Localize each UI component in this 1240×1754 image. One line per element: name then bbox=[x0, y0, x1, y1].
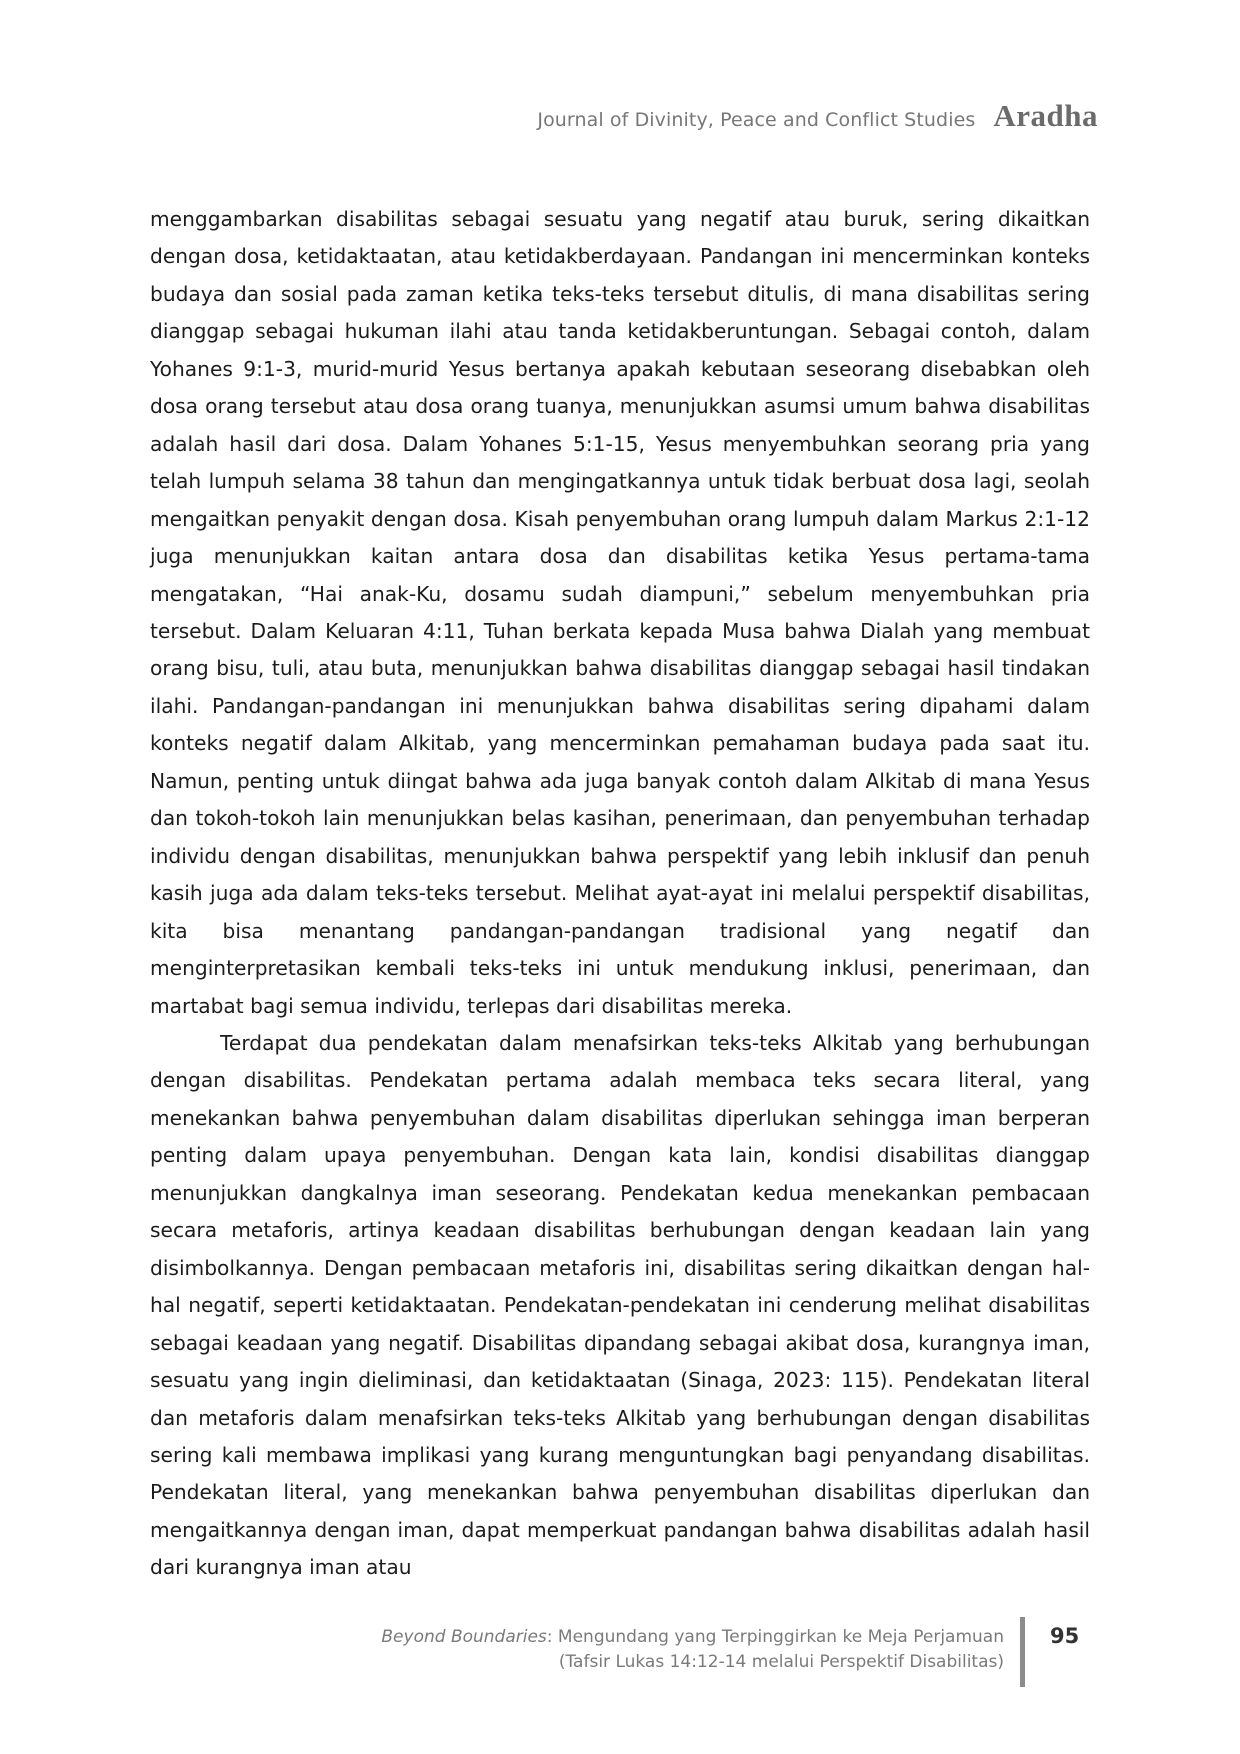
journal-name: Journal of Divinity, Peace and Conflict Studies bbox=[537, 109, 976, 131]
article-body bbox=[150, 201, 1090, 1587]
body-paragraph-1: menggambarkan disabilitas sebagai sesuatu yang negatif atau buruk, sering dikaitkan dengan dosa, ketidaktaatan, atau ketidakberdayaan. Pandangan ini mencerminkan konteks budaya dan sosial pada zaman ketika teks-teks tersebut ditulis, di mana disabilitas sering dianggap sebagai hukuman ilahi atau tanda ketidakberuntungan. Sebagai contoh, dalam Yohanes 9:1-3, murid-murid Yesus bertanya apakah kebutaan seseorang disebabkan oleh dosa orang tersebut atau dosa orang tuanya, menunjukkan asumsi umum bahwa disabilitas adalah hasil dari dosa. Dalam Yohanes 5:1-15, Yesus menyembuhkan seorang pria yang telah lumpuh selama 38 tahun dan mengingatkannya untuk tidak berbuat dosa lagi, seolah mengaitkan penyakit dengan dosa. Kisah penyembuhan orang lumpuh dalam Markus 2:1-12 juga menunjukkan kaitan antara dosa dan disabilitas ketika Yesus pertama-tama mengatakan, “Hai anak-Ku, dosamu sudah diampuni,” sebelum menyembuhkan pria tersebut. Dalam Keluaran 4:11, Tuhan berkata kepada Musa bahwa Dialah yang membuat orang bisu, tuli, atau buta, menunjukkan bahwa disabilitas dianggap sebagai hasil tindakan ilahi. Pandangan-pandangan ini menunjukkan bahwa disabilitas sering dipahami dalam konteks negatif dalam Alkitab, yang mencerminkan pemahaman budaya pada saat itu. Namun, penting untuk diingat bahwa ada juga banyak contoh dalam Alkitab di mana Yesus dan tokoh-tokoh lain menunjukkan belas kasihan, penerimaan, dan penyembuhan terhadap individu dengan disabilitas, menunjukkan bahwa perspektif yang lebih inklusif dan penuh kasih juga ada dalam teks-teks tersebut. Melihat ayat-ayat ini melalui perspektif disabilitas, kita bisa menantang pandangan-pandangan tradisional yang negatif dan menginterpretasikan kembali teks-teks ini untuk mendukung inklusi, penerimaan, dan martabat bagi semua individu, terlepas dari disabilitas mereka. bbox=[150, 207, 1090, 1018]
footer-title-line bbox=[381, 1625, 1004, 1650]
footer-subtitle: (Tafsir Lukas 14:12-14 melalui Perspektif Disabilitas) bbox=[558, 1652, 1004, 1672]
journal-logo: Aradha bbox=[993, 98, 1098, 133]
page-number: 95 bbox=[1050, 1624, 1080, 1648]
body-paragraph-2: Terdapat dua pendekatan dalam menafsirkan teks-teks Alkitab yang berhubungan dengan disabilitas. Pendekatan pertama adalah membaca teks secara literal, yang menekankan bahwa penyembuhan dalam disabilitas diperlukan sehingga iman berperan penting dalam upaya penyembuhan. Dengan kata lain, kondisi disabilitas dianggap menunjukkan dangkalnya iman seseorang. Pendekatan kedua menekankan pembacaan secara metaforis, artinya keadaan disabilitas berhubungan dengan keadaan lain yang disimbolkannya. Dengan pembacaan metaforis ini, disabilitas sering dikaitkan dengan hal-hal negatif, seperti ketidaktaatan. Pendekatan-pendekatan ini cenderung melihat disabilitas sebagai keadaan yang negatif. Disabilitas dipandang sebagai akibat dosa, kurangnya iman, sesuatu yang ingin dieliminasi, dan ketidaktaatan (Sinaga, 2023: 115). Pendekatan literal dan metaforis dalam menafsirkan teks-teks Alkitab yang berhubungan dengan disabilitas sering kali membawa implikasi yang kurang menguntungkan bagi penyandang disabilitas. Pendekatan literal, yang menekankan bahwa penyembuhan disabilitas diperlukan dan mengaitkannya dengan iman, dapat memperkuat pandangan bahwa disabilitas adalah hasil dari kurangnya iman atau bbox=[150, 1030, 1090, 1580]
footer-caption bbox=[381, 1625, 1004, 1675]
running-footer bbox=[0, 1617, 1240, 1687]
footer-divider bbox=[1020, 1617, 1025, 1687]
footer-title-rest: : Mengundang yang Terpinggirkan ke Meja Perjamuan bbox=[546, 1627, 1004, 1647]
footer-title-italic: Beyond Boundaries bbox=[381, 1627, 547, 1647]
running-header bbox=[537, 98, 1098, 134]
